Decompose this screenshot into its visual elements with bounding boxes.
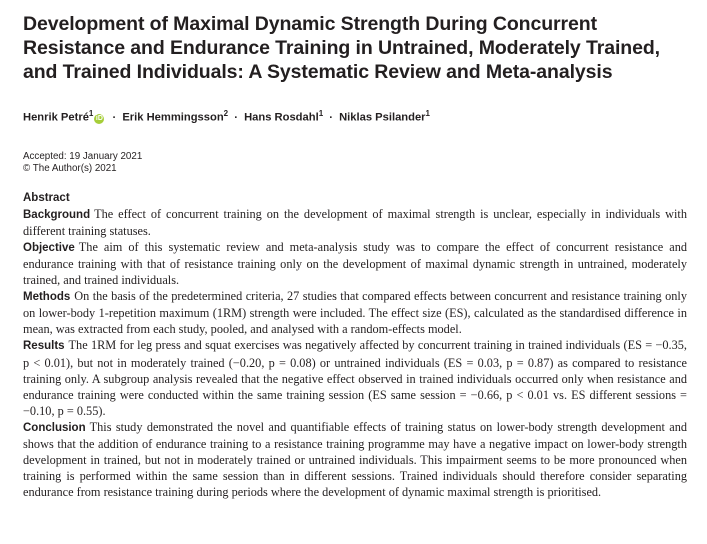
- section-text: The 1RM for leg press and squat exercises was negatively affected by concurrent training in trained individuals (ES = −0.35, p < 0.01), but not in moderately trained (−0.20, p = 0.08) or untrained individuals (ES = 0.03, p = 0.87) as compared to resistance training only. A subgroup analysis revealed that the negative effect observed in trained individuals occurred only when resistance and endurance training were conducted within the same training session (ES same session = −0.66, p < 0.01 vs. ES different sessions = −0.10, p = 0.55).: [23, 338, 687, 418]
- author-name[interactable]: Niklas Psilander: [339, 111, 426, 124]
- author-separator: ·: [329, 111, 333, 124]
- section-text: The effect of concurrent training on the development of maximal strength is unclear, especially in individuals with different training statuses.: [23, 206, 687, 238]
- abstract-section-results: [23, 337, 687, 418]
- abstract-body: [23, 206, 687, 501]
- affiliation-marker: 1: [88, 109, 94, 118]
- author-separator: ·: [234, 111, 238, 124]
- author-separator: ·: [112, 111, 117, 124]
- section-label: Conclusion: [23, 421, 86, 434]
- section-label: Results: [23, 340, 65, 353]
- abstract-section-background: [23, 206, 687, 239]
- author-name[interactable]: Hans Rosdahl: [244, 111, 319, 124]
- paper-title: Development of Maximal Dynamic Strength During Concurrent Resistance and Endurance Training in Untrained, Moderately Trained, and Trained Individuals: A Systematic Review and Meta-analysis: [23, 13, 660, 83]
- section-text: This study demonstrated the novel and quantifiable effects of training status on lower-body strength development and shows that the addition of endurance training to a resistance training programme may have a negative impact on lower-body strength development in trained, but not in moderately trained or untrained individuals. This impairment seems to be more pronounced when training is performed within the same session than in different sessions. Trained individuals should therefore consider separating endurance from resistance training during periods where the development of dynamic maximal strength is prioritised.: [23, 419, 687, 500]
- paper-header: [23, 12, 687, 500]
- author-name[interactable]: Henrik Petré: [23, 111, 89, 124]
- affiliation-marker: 2: [223, 109, 229, 118]
- copyright-notice: © The Author(s) 2021: [23, 162, 117, 174]
- abstract-section-objective: [23, 239, 687, 288]
- abstract-section-methods: [23, 288, 687, 337]
- abstract-section-conclusion: [23, 419, 687, 500]
- section-text: The aim of this systematic review and meta-analysis study was to compare the effect of concurrent resistance and endurance training with that of resistance training only on the development of maximal dynamic strength in untrained, moderately trained, and trained individuals.: [23, 239, 687, 288]
- section-label: Background: [23, 208, 91, 221]
- section-label: Methods: [23, 291, 71, 304]
- publication-meta: [23, 151, 687, 175]
- author-list: [23, 107, 687, 125]
- affiliation-marker: 1: [318, 109, 324, 118]
- affiliation-marker: 1: [425, 109, 430, 118]
- section-label: Objective: [23, 241, 75, 254]
- section-text: On the basis of the predetermined criteria, 27 studies that compared effects between concurrent and resistance training only on lower-body 1-repetition maximum (1RM) strength were included. The effect size (ES), calculated as the standardised difference in mean, was extracted from each study, pooled, and analysed with a random-effects model.: [23, 289, 687, 337]
- accepted-date: Accepted: 19 January 2021: [23, 150, 143, 162]
- orcid-icon[interactable]: iD: [95, 114, 103, 122]
- abstract-heading: Abstract: [23, 191, 70, 204]
- author-name[interactable]: Erik Hemmingsson: [122, 111, 224, 124]
